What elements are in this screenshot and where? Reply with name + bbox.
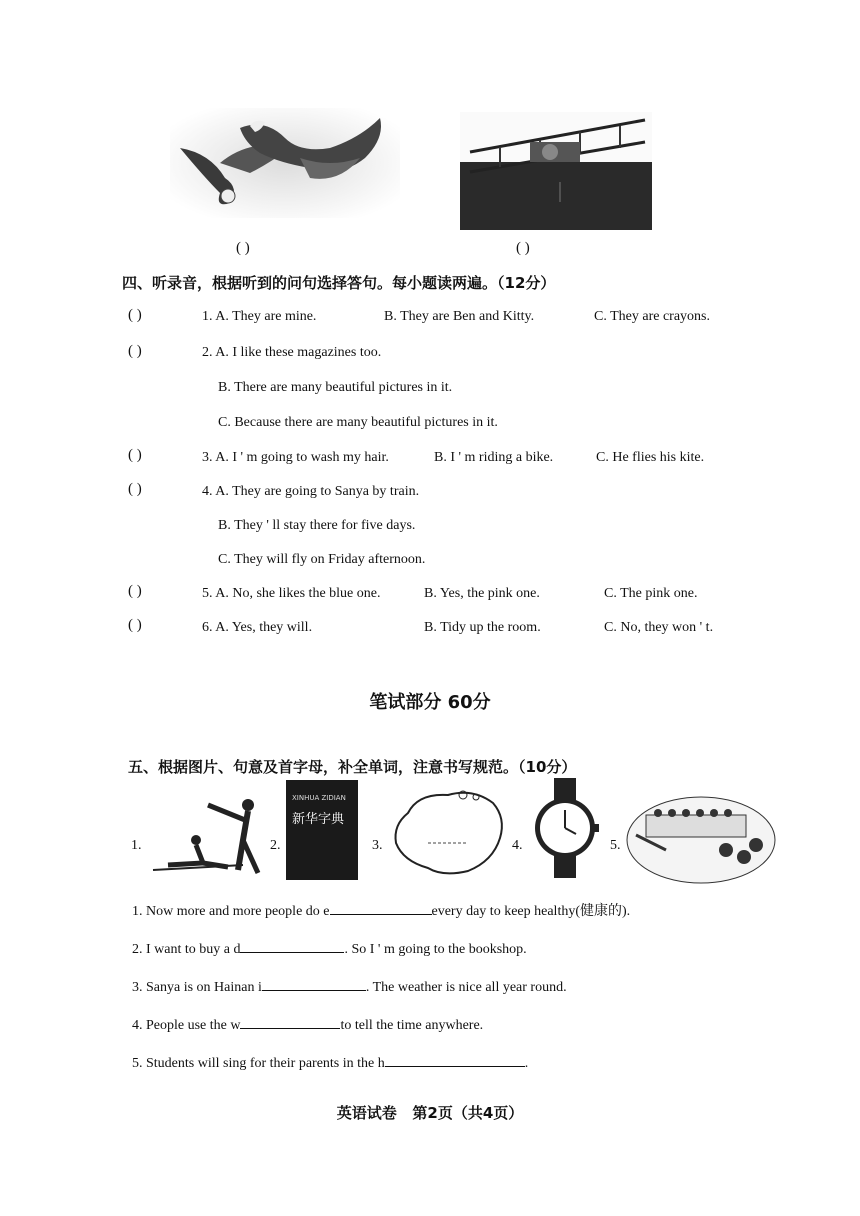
q3-option-c: C. He flies his kite. [596, 450, 705, 465]
pic-label-5: 5. [610, 838, 621, 853]
sentence-1-start: 1. Now more and more people do e [132, 904, 330, 919]
dictionary-title: 新华字典 [292, 812, 345, 827]
section-4-title: 四、听录音，根据听到的问句选择答句。每小题读两遍。（12分） [122, 274, 556, 292]
sentence-5-end: . [524, 1056, 529, 1071]
sentence-2-start: 2. I want to buy a d [132, 942, 241, 957]
sentence-3 [132, 976, 567, 996]
sentence-1-end: every day to keep healthy(健康的). [431, 904, 631, 919]
q2-option-c: C. Because there are many beautiful pictures in it. [218, 415, 498, 430]
blank-4[interactable] [240, 1014, 340, 1029]
page-footer: 英语试卷 第2页（共4页） [336, 1104, 524, 1122]
q2-option-b: B. There are many beautiful pictures in it. [218, 380, 453, 395]
sentence-2 [132, 938, 527, 958]
answer-paren-plane[interactable]: ( ) [516, 240, 530, 256]
q6-option-c: C. No, they won ' t. [604, 620, 714, 635]
sentence-4-end: to tell the time anywhere. [340, 1018, 484, 1033]
blank-3[interactable] [262, 976, 366, 991]
sentence-2-end: . So I ' m going to the bookshop. [344, 942, 527, 957]
dictionary-image [286, 780, 358, 880]
pic-label-1: 1. [131, 838, 142, 853]
eagles-image [170, 108, 400, 218]
blank-2[interactable] [240, 938, 344, 953]
q1-option-c: C. They are crayons. [594, 309, 710, 324]
sentence-4-start: 4. People use the w [132, 1018, 241, 1033]
exercise-image [148, 795, 268, 877]
sentence-4 [132, 1014, 483, 1034]
section-5-title: 五、根据图片、句意及首字母，补全单词，注意书写规范。（10分） [128, 758, 577, 776]
q4-option-c: C. They will fly on Friday afternoon. [218, 552, 426, 567]
blank-1[interactable] [330, 900, 432, 915]
q1-option-a: 1. A. They are mine. [202, 309, 317, 324]
q6-option-a: 6. A. Yes, they will. [202, 620, 313, 635]
island-map-image [388, 783, 510, 879]
concert-hall-image [626, 795, 776, 885]
q2-option-a: 2. A. I like these magazines too. [202, 345, 382, 360]
q4-option-b: B. They ' ll stay there for five days. [218, 518, 416, 533]
sentence-1 [132, 900, 630, 920]
q5-option-c: C. The pink one. [604, 586, 698, 601]
sentence-5-start: 5. Students will sing for their parents in the h [132, 1056, 385, 1071]
answer-paren-q5[interactable]: ( ) [128, 583, 142, 599]
answer-paren-q6[interactable]: ( ) [128, 617, 142, 633]
answer-paren-q2[interactable]: ( ) [128, 343, 142, 359]
pic-label-4: 4. [512, 838, 523, 853]
sentence-5 [132, 1052, 528, 1072]
answer-paren-q1[interactable]: ( ) [128, 307, 142, 323]
written-part-heading: 笔试部分 60分 [369, 692, 491, 713]
answer-paren-eagles[interactable]: ( ) [236, 240, 250, 256]
sentence-3-end: . The weather is nice all year round. [365, 980, 567, 995]
q5-option-a: 5. A. No, she likes the blue one. [202, 586, 381, 601]
q3-option-b: B. I ' m riding a bike. [434, 450, 554, 465]
q4-option-a: 4. A. They are going to Sanya by train. [202, 484, 420, 499]
q6-option-b: B. Tidy up the room. [424, 620, 541, 635]
biplane-image [460, 112, 652, 230]
q3-option-a: 3. A. I ' m going to wash my hair. [202, 450, 389, 465]
pic-label-2: 2. [270, 838, 281, 853]
pic-label-3: 3. [372, 838, 383, 853]
answer-paren-q4[interactable]: ( ) [128, 481, 142, 497]
q5-option-b: B. Yes, the pink one. [424, 586, 540, 601]
answer-paren-q3[interactable]: ( ) [128, 447, 142, 463]
watch-image [530, 778, 600, 878]
sentence-3-start: 3. Sanya is on Hainan i [132, 980, 262, 995]
dictionary-subtitle: XINHUA ZIDIAN [292, 794, 346, 802]
blank-5[interactable] [385, 1052, 525, 1067]
q1-option-b: B. They are Ben and Kitty. [384, 309, 535, 324]
